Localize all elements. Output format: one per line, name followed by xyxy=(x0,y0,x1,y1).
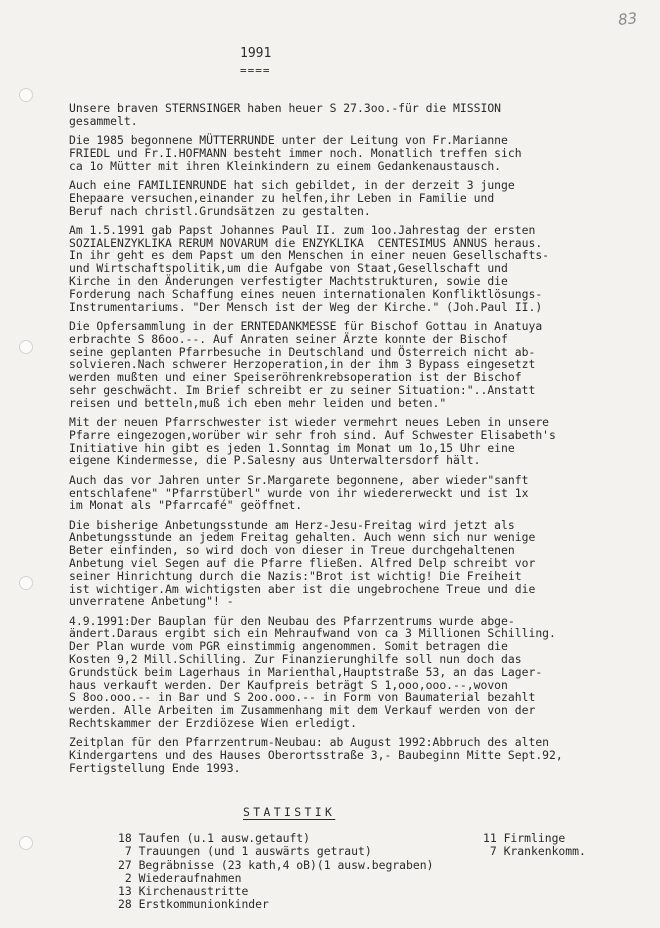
text-line: haus verkauft werden. Der Kaufpreis beträgt S 1,ooo,ooo.--,wovon xyxy=(69,677,508,692)
text-line: Zeitplan für den Pfarrzentrum-Neubau: ab August 1992:Abbruch des alten xyxy=(69,735,550,750)
text-line: eigene Kindermesse, die P.Salesny aus Unterwaltersdorf hält. xyxy=(69,453,481,468)
text-line: sehr geschwächt. Im Brief schreibt er zu seiner Situation:"..Anstatt xyxy=(69,382,536,397)
text-line: Fertigstellung Ende 1993. xyxy=(69,760,241,775)
text-line: werden. Alle Arbeiten im Zusammenhang mit dem Verkauf werden von der xyxy=(69,703,536,718)
statistik-list xyxy=(118,832,638,912)
text-line: Der Plan wurde vom PGR einstimmig angenommen. Somit betragen die xyxy=(69,639,508,654)
text-line: entschlafene" "Pfarrstüberl" wurde von ihr wiedererweckt und ist 1x xyxy=(69,485,529,500)
text-line: Die Opfersammlung in der ERNTEDANKMESSE für Bischof Gottau in Anatuya xyxy=(69,318,543,333)
paragraph xyxy=(69,615,654,730)
statistik-row xyxy=(118,859,638,872)
statistik-row xyxy=(118,885,638,898)
punch-hole xyxy=(19,88,33,102)
statistik-entry: 7 Trauungen (und 1 auswärts getraut) xyxy=(118,844,372,859)
text-line: solvieren.Nach schwerer Herzoperation,in der ihm 3 Bypass eingesetzt xyxy=(69,357,536,372)
text-line: Auch das vor Jahren unter Sr.Margarete begonnene, aber wieder"sanft xyxy=(69,472,529,487)
statistik-entry: 18 Taufen (u.1 ausw.getauft) xyxy=(118,831,311,845)
text-line: ist wichtiger.Am wichtigsten aber ist die ungebrochene Treue und die xyxy=(69,581,536,596)
text-line: Mit der neuen Pfarrschwester ist wieder vermehrt neues Leben in unsere xyxy=(69,415,550,430)
text-line: reisen und betteln,muß ich eben mehr leiden und beten." xyxy=(69,395,447,410)
text-line: seine geplanten Pfarrbesuche in Deutschland und Österreich nicht ab- xyxy=(69,344,536,359)
statistik-entry: 7 Krankenkomm. xyxy=(483,844,586,859)
text-line: Grundstück beim Lagerhaus in Marienthal,Hauptstraße 53, an das Lager- xyxy=(69,664,543,679)
punch-hole xyxy=(19,836,33,850)
text-line: Unsere braven STERNSINGER haben heuer S 27.3oo.-für die MISSION xyxy=(69,101,502,115)
text-line: ca 1o Mütter mit ihren Kleinkindern zu einem Gedankenaustausch. xyxy=(69,158,502,173)
statistik-heading: STATISTIK xyxy=(243,805,336,819)
handwritten-page-number: 83 xyxy=(617,9,638,29)
document-body xyxy=(69,102,654,781)
text-line: Kindergartens und des Hauses Oberortsstraße 3,- Baubeginn Mitte Sept.92, xyxy=(69,748,563,763)
text-line: Am 1.5.1991 gab Papst Johannes Paul II. zum 1oo.Jahrestag der ersten xyxy=(69,222,536,237)
text-line: SOZIALENZYKLIKA RERUM NOVARUM die ENZYKLIKA CENTESIMUS ANNUS heraus. xyxy=(69,235,543,250)
paragraph xyxy=(69,102,654,128)
statistik-entry: 13 Kirchenaustritte xyxy=(118,884,249,899)
statistik-entry: 28 Erstkommunionkinder xyxy=(118,897,269,912)
text-line: seiner Hinrichtung durch die Nazis:"Brot ist wichtig! Die Freiheit xyxy=(69,568,522,583)
text-line: Die 1985 begonnene MÜTTERRUNDE unter der Leitung von Fr.Marianne xyxy=(69,133,508,148)
text-line: werden mußten und einer Speiseröhrenkrebsoperation ist der Bischof xyxy=(69,370,522,385)
year-heading: 1991 xyxy=(240,46,272,61)
statistik-entry: 27 Begräbnisse (23 kath,4 oB)(1 ausw.begraben) xyxy=(118,857,434,872)
text-line: erbrachte S 86oo.--. Auf Anraten seiner Ärzte konnte der Bischof xyxy=(69,331,508,346)
text-line: Instrumentariums. "Der Mensch ist der Weg der Kirche." (Joh.Paul II.) xyxy=(69,299,543,314)
text-line: Forderung nach Schaffung eines neuen internationalen Konfliktlösungs- xyxy=(69,286,543,301)
statistik-row xyxy=(118,872,638,885)
text-line: Kirche in den Änderungen verfestigter Machtstrukturen, sowie die xyxy=(69,274,508,289)
statistik-row xyxy=(118,845,638,858)
punch-hole xyxy=(19,340,33,354)
text-line: In ihr geht es dem Papst um den Menschen in einer neuen Gesellschafts- xyxy=(69,248,550,263)
text-line: Ehepaare versuchen,einander zu helfen,ihr Leben in Familie und xyxy=(69,190,495,205)
punch-hole xyxy=(19,576,33,590)
paragraph xyxy=(69,134,654,172)
text-line: unverratene Anbetung"! - xyxy=(69,594,234,609)
text-line: Die bisherige Anbetungsstunde am Herz-Jesu-Freitag wird jetzt als xyxy=(69,517,515,532)
text-line: Beruf nach christl.Grundsätzen zu gestalten. xyxy=(69,203,371,218)
text-line: im Monat als "Pfarrcafé" geöffnet. xyxy=(69,498,303,513)
text-line: Anbetungsstunde an jedem Freitag gehalten. Auch wenn sich nur wenige xyxy=(69,530,536,545)
statistik-entry: 11 Firmlinge xyxy=(483,831,566,845)
paragraph xyxy=(69,416,654,467)
text-line: Anbetung viel Segen auf die Pfarre fließen. Alfred Delp schreibt vor xyxy=(69,556,536,570)
paragraph xyxy=(69,179,654,217)
text-line: Rechtskammer der Erzdiözese Wien erledigt. xyxy=(69,716,358,731)
statistik-entry: 2 Wiederaufnahmen xyxy=(118,870,242,885)
text-line: gesammelt. xyxy=(69,113,138,128)
paragraph xyxy=(69,224,654,314)
text-line: 4.9.1991:Der Bauplan für den Neubau des Pfarrzentrums wurde abge- xyxy=(69,613,515,628)
paragraph xyxy=(69,474,654,512)
statistik-row xyxy=(118,832,638,845)
paragraph xyxy=(69,320,654,410)
text-line: Beter einfinden, so wird doch von dieser in Treue durchgehaltenen xyxy=(69,543,515,558)
text-line: Kosten 9,2 Mill.Schilling. Zur Finanzierunghilfe soll nun doch das xyxy=(69,652,522,667)
text-line: und Wirtschaftspolitik,um die Aufgabe von Staat,Gesellschaft und xyxy=(69,261,508,276)
text-line: FRIEDL und Fr.I.HOFMANN besteht immer noch. Monatlich treffen sich xyxy=(69,145,522,160)
text-line: Auch eine FAMILIENRUNDE hat sich gebildet, in der derzeit 3 junge xyxy=(69,177,515,192)
statistik-row xyxy=(118,898,638,911)
text-line: S 8oo.ooo.-- in Bar und S 2oo.ooo.-- in Form von Baumaterial bezahlt xyxy=(69,690,536,705)
year-underline: ==== xyxy=(240,64,271,77)
paragraph xyxy=(69,736,654,774)
text-line: ändert.Daraus ergibt sich ein Mehraufwand von ca 3 Millionen Schilling. xyxy=(69,626,556,641)
text-line: Initiative hin gibt es jeden 1.Sonntag im Monat um 1o,15 Uhr eine xyxy=(69,440,515,455)
text-line: Pfarre eingezogen,worüber wir sehr froh sind. Auf Schwester Elisabeth's xyxy=(69,427,556,442)
paragraph xyxy=(69,519,654,609)
